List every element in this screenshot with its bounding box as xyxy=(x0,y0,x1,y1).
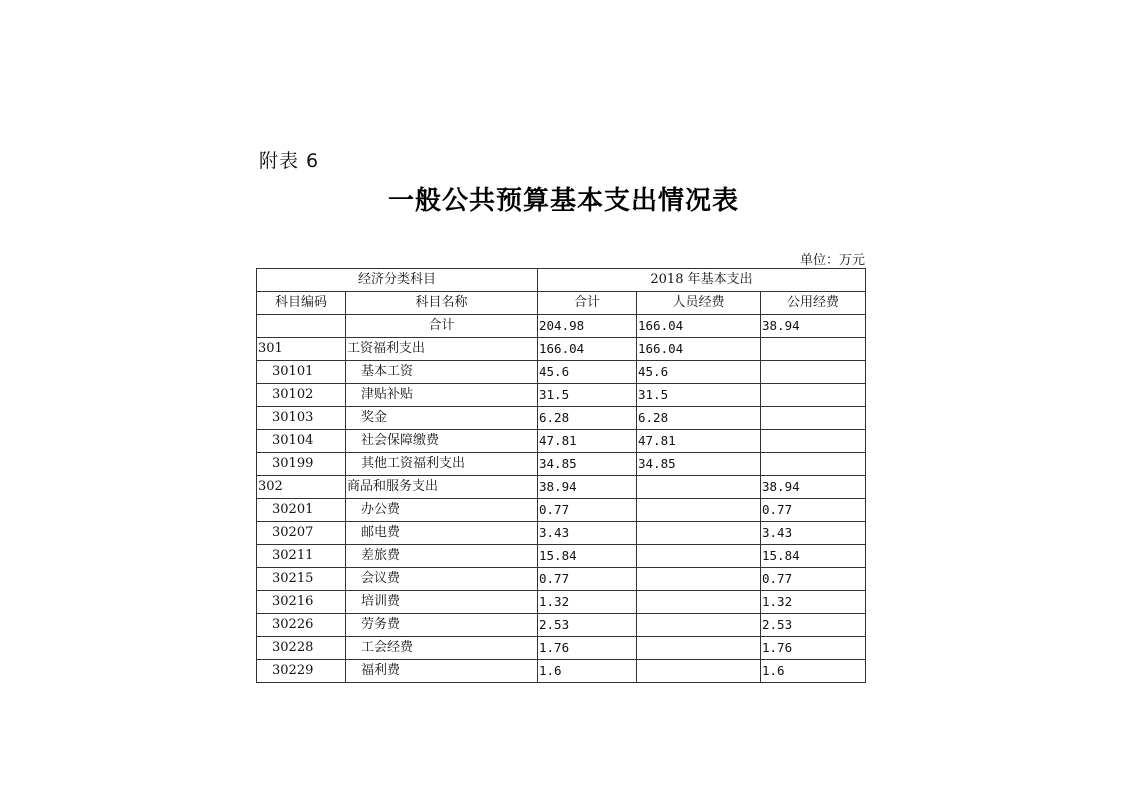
row-code: 30229 xyxy=(257,660,346,683)
row-public xyxy=(761,453,866,476)
appendix-label: 附表 6 xyxy=(259,150,320,172)
row-public: 1.6 xyxy=(761,660,866,683)
row-personnel: 6.28 xyxy=(637,407,761,430)
table-row xyxy=(257,522,866,545)
header-total: 合计 xyxy=(538,292,637,315)
row-name: 工会经费 xyxy=(346,637,538,660)
row-name: 劳务费 xyxy=(346,614,538,637)
row-public xyxy=(761,407,866,430)
document-title: 一般公共预算基本支出情况表 xyxy=(388,186,740,216)
row-code: 30215 xyxy=(257,568,346,591)
row-public: 0.77 xyxy=(761,568,866,591)
row-total: 166.04 xyxy=(538,338,637,361)
row-total: 34.85 xyxy=(538,453,637,476)
row-code: 30101 xyxy=(257,361,346,384)
table-row xyxy=(257,430,866,453)
row-total: 1.6 xyxy=(538,660,637,683)
header-name: 科目名称 xyxy=(346,292,538,315)
row-code: 30102 xyxy=(257,384,346,407)
row-name: 工资福利支出 xyxy=(346,338,538,361)
row-total: 0.77 xyxy=(538,499,637,522)
row-name: 差旅费 xyxy=(346,545,538,568)
row-personnel xyxy=(637,476,761,499)
row-name: 社会保障缴费 xyxy=(346,430,538,453)
row-name: 其他工资福利支出 xyxy=(346,453,538,476)
header-personnel: 人员经费 xyxy=(637,292,761,315)
row-public: 0.77 xyxy=(761,499,866,522)
column-header-row xyxy=(257,292,866,315)
total-name: 合计 xyxy=(346,315,538,338)
row-total: 0.77 xyxy=(538,568,637,591)
row-code: 30207 xyxy=(257,522,346,545)
table-row xyxy=(257,568,866,591)
row-public xyxy=(761,430,866,453)
row-personnel: 31.5 xyxy=(637,384,761,407)
row-name: 会议费 xyxy=(346,568,538,591)
row-personnel xyxy=(637,522,761,545)
row-public xyxy=(761,361,866,384)
table-row xyxy=(257,637,866,660)
row-public: 2.53 xyxy=(761,614,866,637)
table-row xyxy=(257,407,866,430)
row-total: 47.81 xyxy=(538,430,637,453)
row-code: 302 xyxy=(257,476,346,499)
header-code: 科目编码 xyxy=(257,292,346,315)
row-code: 30228 xyxy=(257,637,346,660)
row-public xyxy=(761,384,866,407)
row-personnel xyxy=(637,637,761,660)
row-total: 2.53 xyxy=(538,614,637,637)
table-row xyxy=(257,453,866,476)
table-row xyxy=(257,545,866,568)
group-header-row xyxy=(257,269,866,292)
table-row xyxy=(257,614,866,637)
header-classification: 经济分类科目 xyxy=(257,269,538,292)
table-row xyxy=(257,660,866,683)
row-public: 1.32 xyxy=(761,591,866,614)
row-public xyxy=(761,338,866,361)
row-personnel xyxy=(637,568,761,591)
row-public: 1.76 xyxy=(761,637,866,660)
header-expenditure: 2018 年基本支出 xyxy=(538,269,866,292)
row-name: 基本工资 xyxy=(346,361,538,384)
row-total: 1.76 xyxy=(538,637,637,660)
table-row xyxy=(257,499,866,522)
row-name: 津贴补贴 xyxy=(346,384,538,407)
row-code: 301 xyxy=(257,338,346,361)
row-total: 38.94 xyxy=(538,476,637,499)
row-personnel xyxy=(637,614,761,637)
total-public: 38.94 xyxy=(761,315,866,338)
row-personnel xyxy=(637,591,761,614)
row-personnel xyxy=(637,545,761,568)
row-name: 培训费 xyxy=(346,591,538,614)
row-code: 30104 xyxy=(257,430,346,453)
budget-table xyxy=(256,268,866,683)
row-personnel xyxy=(637,660,761,683)
row-personnel: 34.85 xyxy=(637,453,761,476)
table-row xyxy=(257,591,866,614)
row-total: 45.6 xyxy=(538,361,637,384)
row-code: 30216 xyxy=(257,591,346,614)
row-total: 6.28 xyxy=(538,407,637,430)
row-code: 30199 xyxy=(257,453,346,476)
row-personnel: 47.81 xyxy=(637,430,761,453)
row-total: 1.32 xyxy=(538,591,637,614)
row-total: 15.84 xyxy=(538,545,637,568)
total-code xyxy=(257,315,346,338)
row-personnel: 166.04 xyxy=(637,338,761,361)
total-row xyxy=(257,315,866,338)
table-row xyxy=(257,384,866,407)
header-public: 公用经费 xyxy=(761,292,866,315)
total-total: 204.98 xyxy=(538,315,637,338)
row-public: 15.84 xyxy=(761,545,866,568)
row-code: 30211 xyxy=(257,545,346,568)
row-name: 邮电费 xyxy=(346,522,538,545)
total-personnel: 166.04 xyxy=(637,315,761,338)
row-total: 3.43 xyxy=(538,522,637,545)
row-name: 办公费 xyxy=(346,499,538,522)
table-row xyxy=(257,476,866,499)
row-personnel: 45.6 xyxy=(637,361,761,384)
row-code: 30226 xyxy=(257,614,346,637)
row-name: 奖金 xyxy=(346,407,538,430)
row-public: 3.43 xyxy=(761,522,866,545)
table-row xyxy=(257,361,866,384)
row-code: 30201 xyxy=(257,499,346,522)
unit-label: 单位：万元 xyxy=(799,253,865,268)
row-personnel xyxy=(637,499,761,522)
row-public: 38.94 xyxy=(761,476,866,499)
table-row xyxy=(257,338,866,361)
row-name: 商品和服务支出 xyxy=(346,476,538,499)
row-total: 31.5 xyxy=(538,384,637,407)
row-name: 福利费 xyxy=(346,660,538,683)
row-code: 30103 xyxy=(257,407,346,430)
